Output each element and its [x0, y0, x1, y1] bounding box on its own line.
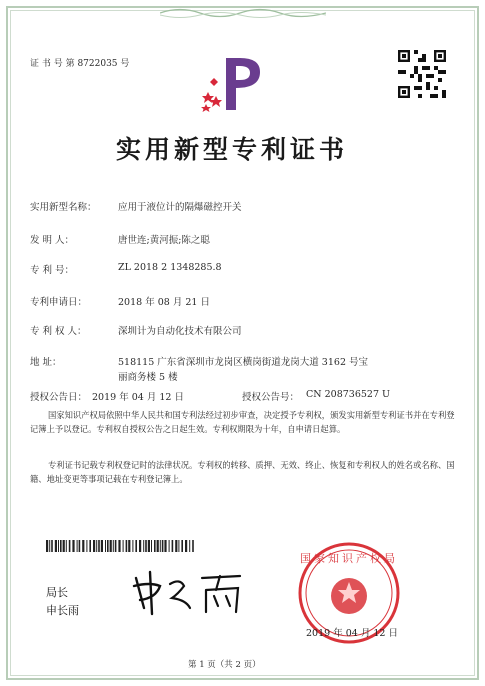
inventor-label: 发 明 人：: [30, 235, 75, 246]
inventor-value: 唐世连;黄河振;陈之聪: [118, 235, 210, 246]
utility-name-value: 应用于液位计的隔爆磁控开关: [118, 202, 242, 213]
patent-number-label: 专 利 号：: [30, 265, 75, 276]
page-footer: 第 1 页（共 2 页）: [188, 660, 261, 670]
patent-number-value: ZL 2018 2 1348285.8: [118, 262, 222, 273]
patent-office-logo: [200, 52, 272, 114]
director-title: 局长: [46, 586, 68, 599]
announce-date-label: 授权公告日：: [30, 392, 88, 403]
director-name: 申长雨: [46, 604, 79, 617]
announce-number-label: 授权公告号：: [242, 392, 300, 403]
filing-date-label: 专利申请日：: [30, 297, 88, 308]
address-label: 地 址：: [30, 357, 62, 368]
top-ornament: [160, 6, 326, 20]
barcode: [46, 540, 196, 552]
announce-number-value: CN 208736527 U: [306, 389, 391, 400]
patentee-label: 专 利 权 人：: [30, 326, 87, 337]
grant-statement-paragraph: 国家知识产权局依照中华人民共和国专利法经过初步审查，决定授予专利权，颁发实用新型专利证书并在专利登记簿上予以登记。专利权自授权公告之日起生效。专利权期限为十年，自申请日起算。: [30, 410, 455, 434]
legal-status-paragraph: 专利证书记载专利权登记时的法律状况。专利权的转移、质押、无效、终止、恢复和专利权人的姓名或名称、国籍、地址变更等事项记载在专利登记簿上。: [30, 460, 455, 484]
announce-date-value: 2019 年 04 月 12 日: [92, 392, 184, 403]
patentee-value: 深圳计为自动化技术有限公司: [118, 326, 242, 337]
svg-text:国家知识产权局: 国家知识产权局: [300, 552, 398, 565]
address-value-line1: 518115 广东省深圳市龙岗区横岗街道龙岗大道 3162 号宝: [118, 357, 369, 368]
address-value-line2: 丽商务楼 5 楼: [118, 372, 178, 383]
certificate-title: 实用新型专利证书: [116, 135, 349, 164]
certificate-number: 证 书 号 第 8722035 号: [30, 59, 130, 69]
seal-date: 2019 年 04 月 12 日: [306, 628, 398, 639]
filing-date-value: 2018 年 08 月 21 日: [118, 297, 210, 308]
utility-name-label: 实用新型名称：: [30, 202, 97, 213]
handwritten-signature: [130, 568, 250, 618]
qr-code-icon: [398, 50, 446, 98]
